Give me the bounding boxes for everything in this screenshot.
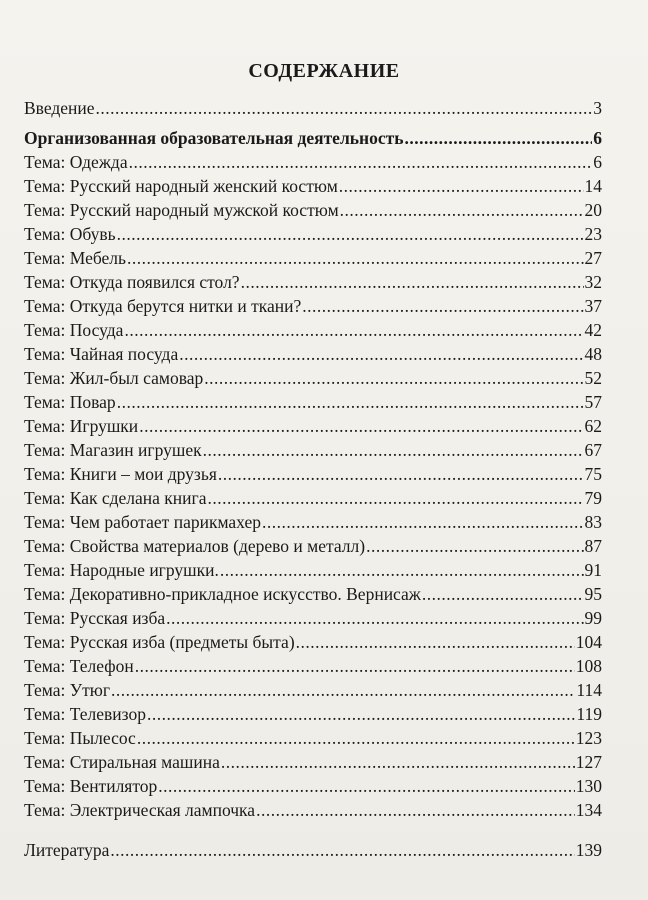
toc-entry (24, 462, 602, 486)
toc-leader-dots (117, 222, 584, 246)
toc-entry-title: Тема: Свойства материалов (дерево и металл) (24, 536, 366, 556)
toc-entry-page: 75 (584, 464, 602, 484)
toc-leader-dots (129, 150, 593, 174)
toc-entry (24, 678, 602, 702)
toc-entry (24, 174, 602, 198)
toc-entry-title: Тема: Декоративно-прикладное искусство. Вернисаж (24, 584, 421, 604)
toc-entry-page: 83 (584, 512, 602, 532)
toc-entry-title: Тема: Посуда (24, 320, 124, 340)
toc-leader-dots (220, 558, 584, 582)
toc-entry-page: 14 (584, 176, 602, 196)
toc-entry (24, 438, 602, 462)
toc-entry-page: 20 (584, 200, 602, 220)
toc-entry-page: 104 (575, 632, 602, 652)
toc-entry (24, 198, 602, 222)
toc-entry-title: Тема: Повар (24, 392, 116, 412)
toc-entry-title: Тема: Одежда (24, 152, 128, 172)
toc-leader-dots (96, 96, 593, 120)
toc-entry-page: 99 (584, 608, 602, 628)
toc-entry (24, 702, 602, 726)
toc-entry-title: Тема: Чайная посуда (24, 344, 179, 364)
toc-leader-dots (111, 678, 575, 702)
toc-leader-dots (139, 414, 583, 438)
toc-entry-title: Введение (24, 98, 95, 118)
toc-leader-dots (296, 630, 575, 654)
toc-entry-title: Тема: Пылесос (24, 728, 136, 748)
toc-entry-page: 123 (575, 728, 602, 748)
toc-entry (24, 838, 602, 862)
toc-leader-dots (339, 174, 584, 198)
toc-entry-page: 52 (584, 368, 602, 388)
toc-entry (24, 606, 602, 630)
toc-entry (24, 96, 602, 120)
page-title: СОДЕРЖАНИЕ (248, 60, 400, 82)
toc-entry-title: Тема: Русская изба (24, 608, 166, 628)
toc-leader-dots (137, 726, 575, 750)
toc-leader-dots (158, 774, 574, 798)
toc-entry-title: Тема: Народные игрушки. (24, 560, 219, 580)
toc-entry-title: Тема: Обувь (24, 224, 116, 244)
toc-leader-dots (340, 198, 584, 222)
toc-leader-dots (203, 438, 584, 462)
toc-entry-title: Тема: Вентилятор (24, 776, 158, 796)
toc-entry (24, 558, 602, 582)
toc-entry (24, 798, 602, 822)
toc-entry (24, 510, 602, 534)
toc-entry-page: 119 (576, 704, 602, 724)
toc-entry-title: Тема: Игрушки (24, 416, 139, 436)
toc-entry (24, 774, 602, 798)
toc-leader-dots (207, 486, 583, 510)
toc-entry-title: Тема: Телефон (24, 656, 134, 676)
toc-entry (24, 414, 602, 438)
toc-leader-dots (135, 654, 575, 678)
toc-entry-page: 6 (593, 128, 602, 148)
toc-entry (24, 750, 602, 774)
toc-leader-dots (124, 318, 583, 342)
toc-entry (24, 342, 602, 366)
toc-entry (24, 150, 602, 174)
toc-entry-title: Тема: Как сделана книга (24, 488, 207, 508)
toc-entry (24, 246, 602, 270)
toc-leader-dots (221, 750, 575, 774)
toc-entry-page: 3 (593, 98, 602, 118)
toc-entry-page: 91 (584, 560, 602, 580)
toc-entry-page: 6 (593, 152, 602, 172)
toc-entry-page: 27 (584, 248, 602, 268)
toc-entry (24, 390, 602, 414)
toc-entry-title: Тема: Утюг (24, 680, 111, 700)
toc-entry-page: 57 (584, 392, 602, 412)
toc-entry-page: 62 (584, 416, 602, 436)
toc-entry (24, 270, 602, 294)
toc-leader-dots (166, 606, 583, 630)
toc-entry (24, 366, 602, 390)
toc-leader-dots (302, 294, 583, 318)
toc-entry-title: Литература (24, 840, 110, 860)
toc-leader-dots (256, 798, 575, 822)
toc-entry-page: 42 (584, 320, 602, 340)
toc-entry-page: 108 (575, 656, 602, 676)
toc-entry-title: Тема: Откуда появился стол? (24, 272, 240, 292)
toc-entry-page: 32 (584, 272, 602, 292)
toc-entry-page: 139 (575, 840, 602, 860)
toc-entry-title: Тема: Мебель (24, 248, 127, 268)
toc-entry-page: 130 (575, 776, 602, 796)
toc-entry (24, 582, 602, 606)
toc-entry-title: Тема: Чем работает парикмахер (24, 512, 262, 532)
toc-entry-title: Организованная образовательная деятельность (24, 128, 404, 148)
toc-entry-title: Тема: Книги – мои друзья (24, 464, 217, 484)
toc-entry-page: 79 (584, 488, 602, 508)
toc-leader-dots (110, 838, 574, 862)
toc-entry-page: 67 (584, 440, 602, 460)
toc-entry-title: Тема: Русский народный женский костюм (24, 176, 338, 196)
toc-leader-dots (127, 246, 583, 270)
toc-leader-dots (218, 462, 584, 486)
toc-entry (24, 318, 602, 342)
toc-entry-title: Тема: Телевизор (24, 704, 146, 724)
toc-entry-title: Тема: Откуда берутся нитки и ткани? (24, 296, 302, 316)
toc-entry (24, 726, 602, 750)
toc-leader-dots (366, 534, 583, 558)
toc-entry-title: Тема: Стиральная машина (24, 752, 220, 772)
toc-entry (24, 534, 602, 558)
toc-entry-page: 87 (584, 536, 602, 556)
toc-leader-dots (179, 342, 583, 366)
toc-entry-page: 134 (575, 800, 602, 820)
toc-entry-page: 95 (584, 584, 602, 604)
toc-entry-title: Тема: Русская изба (предметы быта) (24, 632, 295, 652)
toc-entry-title: Тема: Жил-был самовар (24, 368, 204, 388)
toc-leader-dots (422, 582, 584, 606)
toc-entry-page: 114 (576, 680, 602, 700)
toc-entry-page: 23 (584, 224, 602, 244)
toc-entry-title: Тема: Магазин игрушек (24, 440, 202, 460)
toc-entry-page: 127 (575, 752, 602, 772)
toc-leader-dots (404, 126, 592, 150)
toc-entry-title: Тема: Электрическая лампочка (24, 800, 256, 820)
toc-entry (24, 486, 602, 510)
toc-leader-dots (147, 702, 575, 726)
toc-entry-title: Тема: Русский народный мужской костюм (24, 200, 339, 220)
toc-leader-dots (241, 270, 584, 294)
toc-leader-dots (117, 390, 584, 414)
toc-entry (24, 222, 602, 246)
toc-entry (24, 654, 602, 678)
toc-entry-page: 37 (584, 296, 602, 316)
toc-entry (24, 126, 602, 150)
toc-entry (24, 630, 602, 654)
toc-leader-dots (204, 366, 583, 390)
toc-entry (24, 294, 602, 318)
toc-entry-page: 48 (584, 344, 602, 364)
toc-leader-dots (262, 510, 583, 534)
